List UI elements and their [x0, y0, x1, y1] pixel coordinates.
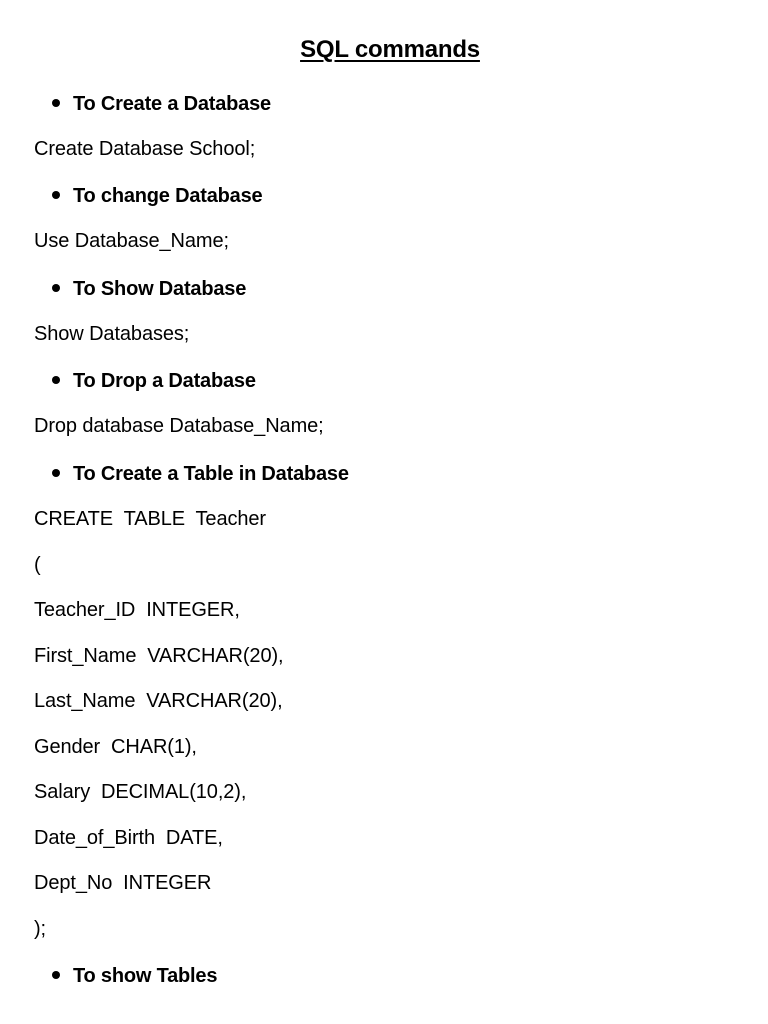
section-heading-drop-database [52, 369, 256, 393]
code-line: Date_of_Birth DATE, [34, 827, 223, 849]
section-heading-show-database [52, 277, 246, 301]
code-line: Show Databases; [34, 323, 190, 345]
code-line: CREATE TABLE Teacher [34, 508, 266, 530]
page-title: SQL commands [300, 36, 480, 63]
code-line: ( [34, 554, 41, 576]
section-heading-change-database [52, 184, 262, 208]
code-line: Teacher_ID INTEGER, [34, 599, 240, 621]
bullet-icon [52, 469, 60, 477]
section-heading-show-tables [52, 964, 217, 988]
bullet-icon [52, 376, 60, 384]
code-line: Salary DECIMAL(10,2), [34, 781, 247, 803]
section-heading-create-database [52, 92, 271, 116]
code-line: ); [34, 918, 47, 940]
code-line: Last_Name VARCHAR(20), [34, 690, 283, 712]
code-line: Gender CHAR(1), [34, 736, 197, 758]
section-heading-label: To change Database [73, 185, 263, 207]
code-line: Drop database Database_Name; [34, 415, 324, 437]
section-heading-label: To show Tables [73, 965, 218, 987]
section-heading-label: To Drop a Database [73, 370, 256, 392]
code-line: Create Database School; [34, 138, 256, 160]
code-line: Dept_No INTEGER [34, 872, 212, 894]
bullet-icon [52, 971, 60, 979]
section-heading-label: To Show Database [73, 278, 247, 300]
code-line: First_Name VARCHAR(20), [34, 645, 284, 667]
code-line: Use Database_Name; [34, 230, 229, 252]
bullet-icon [52, 191, 60, 199]
section-heading-label: To Create a Database [73, 93, 271, 115]
bullet-icon [52, 99, 60, 107]
section-heading-create-table [52, 462, 349, 486]
section-heading-label: To Create a Table in Database [73, 463, 349, 485]
bullet-icon [52, 284, 60, 292]
